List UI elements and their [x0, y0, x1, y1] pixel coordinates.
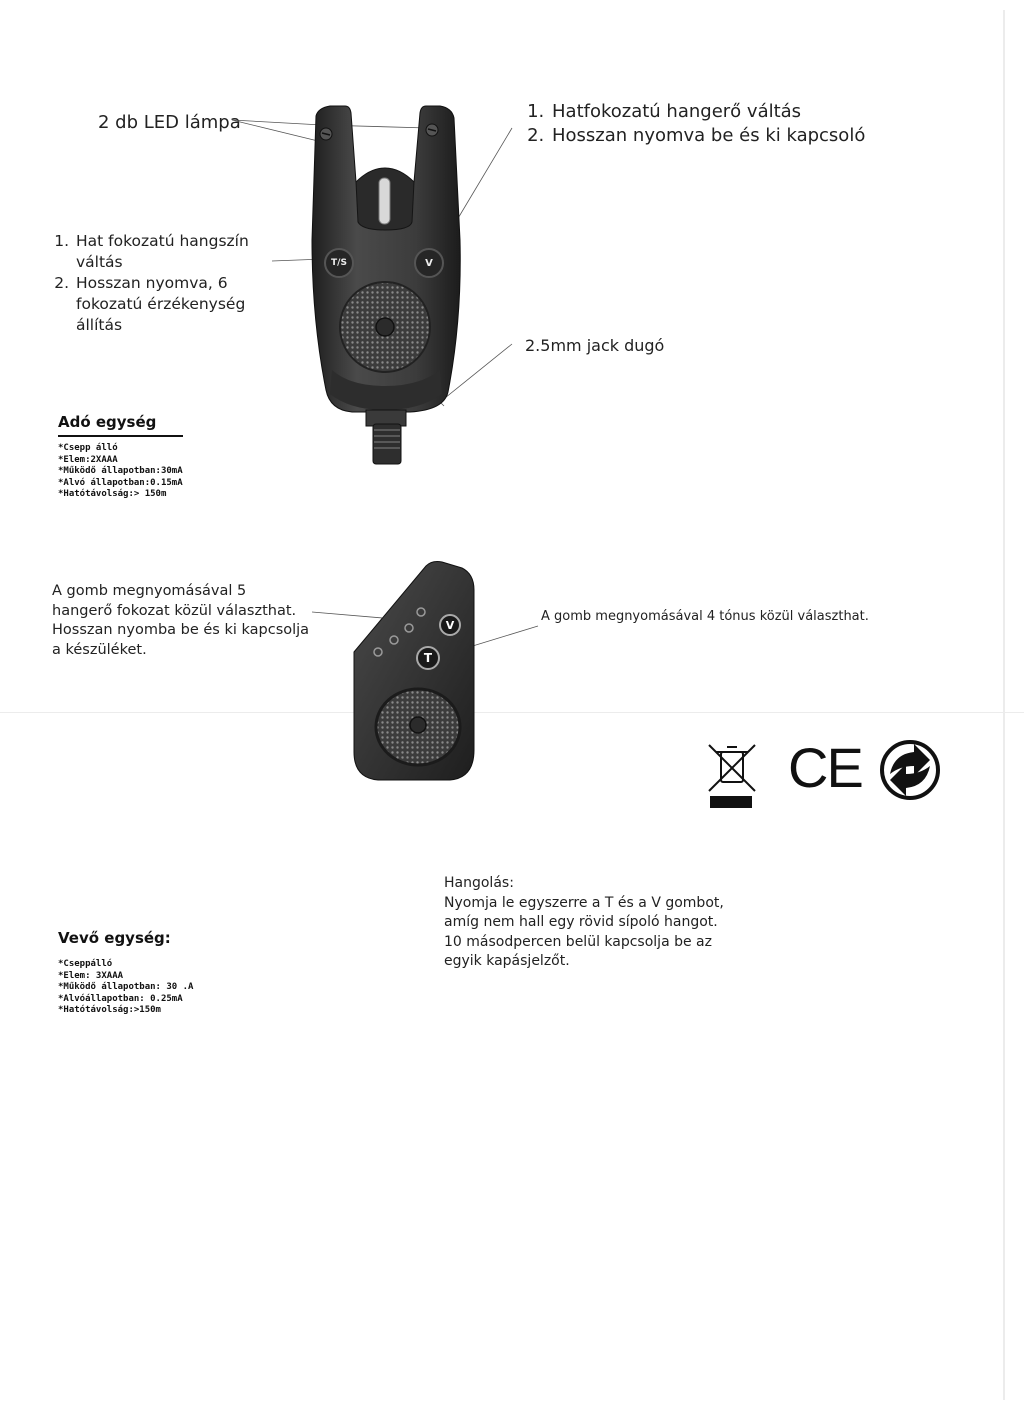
tone-item-1: 1. Hat fokozatú hangszín váltás	[74, 231, 274, 273]
receiver-t-button[interactable]	[416, 646, 440, 670]
tuning-title: Hangolás:	[444, 875, 514, 891]
weee-bin-icon	[709, 745, 755, 807]
green-dot-recycle-icon	[882, 742, 938, 798]
spec-item: * Elem:2XAAA	[58, 455, 183, 467]
v-button-label: V	[425, 257, 433, 269]
receiver-t-button-label: T	[423, 651, 433, 665]
receiver-volume-label: A gomb megnyomásával 5 hangerő fokozat közül választhat. Hosszan nyomba be és ki kapcsolja a készüléket.	[52, 583, 310, 658]
spec-item: * Csepp álló	[58, 443, 183, 455]
v-button[interactable]	[414, 248, 444, 278]
receiver-v-button[interactable]	[439, 614, 461, 636]
tuning-line: Nyomja le egyszerre a T és a V gombot,	[444, 894, 724, 911]
ts-button-label: T/S	[331, 258, 347, 268]
receiver-device	[354, 562, 474, 781]
transmitter-specs-title: Adó egység	[58, 413, 157, 431]
ts-button[interactable]	[324, 248, 354, 278]
ce-mark: CE	[788, 736, 862, 799]
receiver-v-button-label: V	[445, 618, 455, 632]
volume-item-2: 2. Hosszan nyomva be és ki kapcsoló	[550, 124, 970, 148]
spec-item: * Hatótávolság:> 150m	[58, 489, 183, 501]
tuning-line: egyik kapásjelzőt.	[444, 953, 570, 969]
jack-plug-label: 2.5mm jack dugó	[525, 336, 665, 355]
receiver-specs-title: Vevő egység:	[58, 929, 171, 947]
receiver-tone-label: A gomb megnyomásával 4 tónus közül választhat.	[541, 609, 869, 624]
tuning-line: amíg nem hall egy rövid sípoló hangot.	[444, 914, 718, 930]
led-lamp-label: 2 db LED lámpa	[98, 112, 241, 133]
spec-item: * Cseppálló	[58, 959, 218, 971]
spec-item: * Hatótávolság:>150m	[58, 1005, 218, 1017]
spec-item: * Működő állapotban:30mA	[58, 466, 183, 478]
volume-item-1: 1. Hatfokozatú hangerő váltás	[550, 100, 970, 124]
spec-item: * Alvó állapotban:0.15mA	[58, 478, 183, 490]
spec-item: * Működő állapotban: 30 .A	[58, 982, 218, 994]
tone-item-2: 2. Hosszan nyomva, 6 fokozatú érzékenység állítás	[74, 273, 274, 336]
transmitter-device	[312, 106, 460, 464]
spec-item: * Elem: 3XAAA	[58, 971, 218, 983]
spec-item: * Alvóállapotban: 0.25mA	[58, 994, 218, 1006]
tuning-line: 10 másodpercen belül kapcsolja be az	[444, 933, 712, 950]
